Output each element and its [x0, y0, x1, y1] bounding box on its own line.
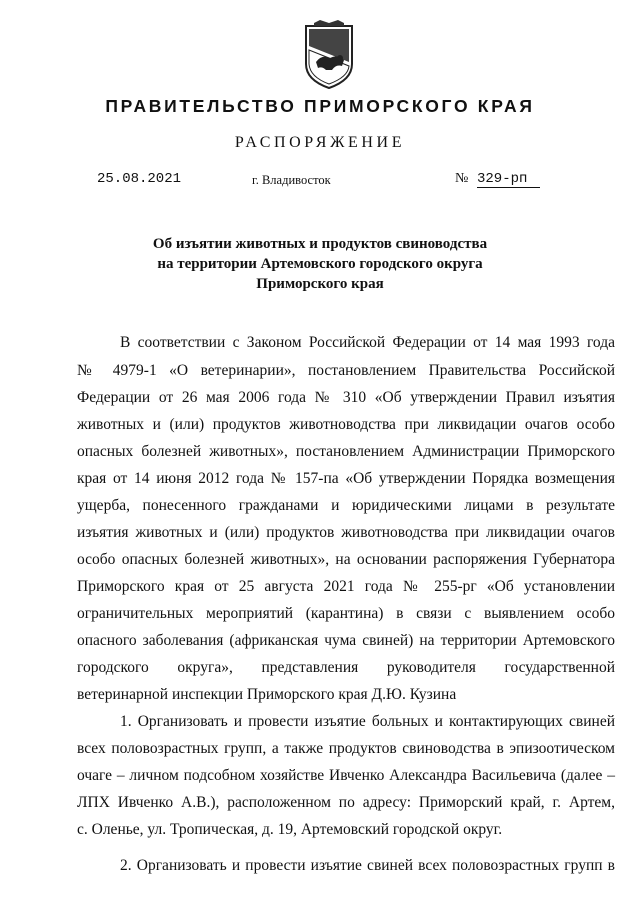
body-line: опасных болезней животных», постановлением Администрации Приморского: [77, 443, 615, 460]
document-number: 329-рп: [477, 171, 540, 188]
heading-line: Приморского края: [256, 276, 384, 292]
coat-of-arms-emblem: [300, 20, 358, 92]
body-line: Приморского края от 25 августа 2021 года № 255-рг «Об установлении: [77, 578, 615, 595]
body-line: особо опасных болезней животных», на основании распоряжения Губернатора: [77, 551, 615, 568]
body-line: края от 14 июня 2012 года № 157-па «Об утверждении Порядка возмещения: [77, 470, 615, 487]
body-line: 1. Организовать и провести изъятие больных и контактирующих свиней: [120, 713, 615, 730]
body-line: ущерба, понесенного гражданами и юридическими лицами в результате: [77, 497, 615, 514]
body-line: всех половозрастных групп, а также продуктов свиноводства в эпизоотическом: [77, 740, 615, 757]
body-line: опасного заболевания (африканская чума свиней) на территории Артемовского: [77, 632, 615, 649]
heading-line: на территории Артемовского городского округа: [157, 256, 483, 272]
body-line: В соответствии с Законом Российской Федерации от 14 мая 1993 года: [120, 334, 615, 351]
document-heading: [0, 234, 640, 294]
document-type: РАСПОРЯЖЕНИЕ: [234, 134, 406, 151]
body-line: животных и (или) продуктов животноводства при ликвидации очагов особо: [77, 416, 615, 433]
government-title: ПРАВИТЕЛЬСТВО ПРИМОРСКОГО КРАЯ: [105, 96, 535, 116]
body-line: ветеринарной инспекции Приморского края Д.Ю. Кузина: [77, 686, 457, 703]
document-city: г. Владивосток: [252, 173, 331, 187]
body-line: 2. Организовать и провести изъятие свиней всех половозрастных групп в: [120, 857, 615, 874]
body-line: ограничительных мероприятий (карантина) в связи с выявлением особо: [77, 605, 615, 622]
body-line: ЛПХ Ивченко А.В.), расположенном по адресу: Приморский край, г. Артем,: [77, 794, 615, 811]
body-line: городского округа», представления руководителя государственной: [77, 659, 615, 676]
body-line: № 4979-1 «О ветеринарии», постановлением Правительства Российской: [77, 362, 615, 379]
document-date: 25.08.2021: [97, 171, 182, 187]
body-line: Федерации от 26 мая 2006 года № 310 «Об утверждении Правил изъятия: [77, 389, 615, 406]
body-line: очаге – личном подсобном хозяйстве Ивченко Александра Васильевича (далее –: [77, 767, 615, 784]
body-line: изъятия животных и (или) продуктов животноводства при ликвидации очагов: [77, 524, 615, 541]
body-line: с. Оленье, ул. Тропическая, д. 19, Артемовский городской округ.: [77, 821, 503, 838]
number-sign: №: [455, 171, 469, 186]
heading-line: Об изъятии животных и продуктов свиноводства: [152, 236, 488, 252]
